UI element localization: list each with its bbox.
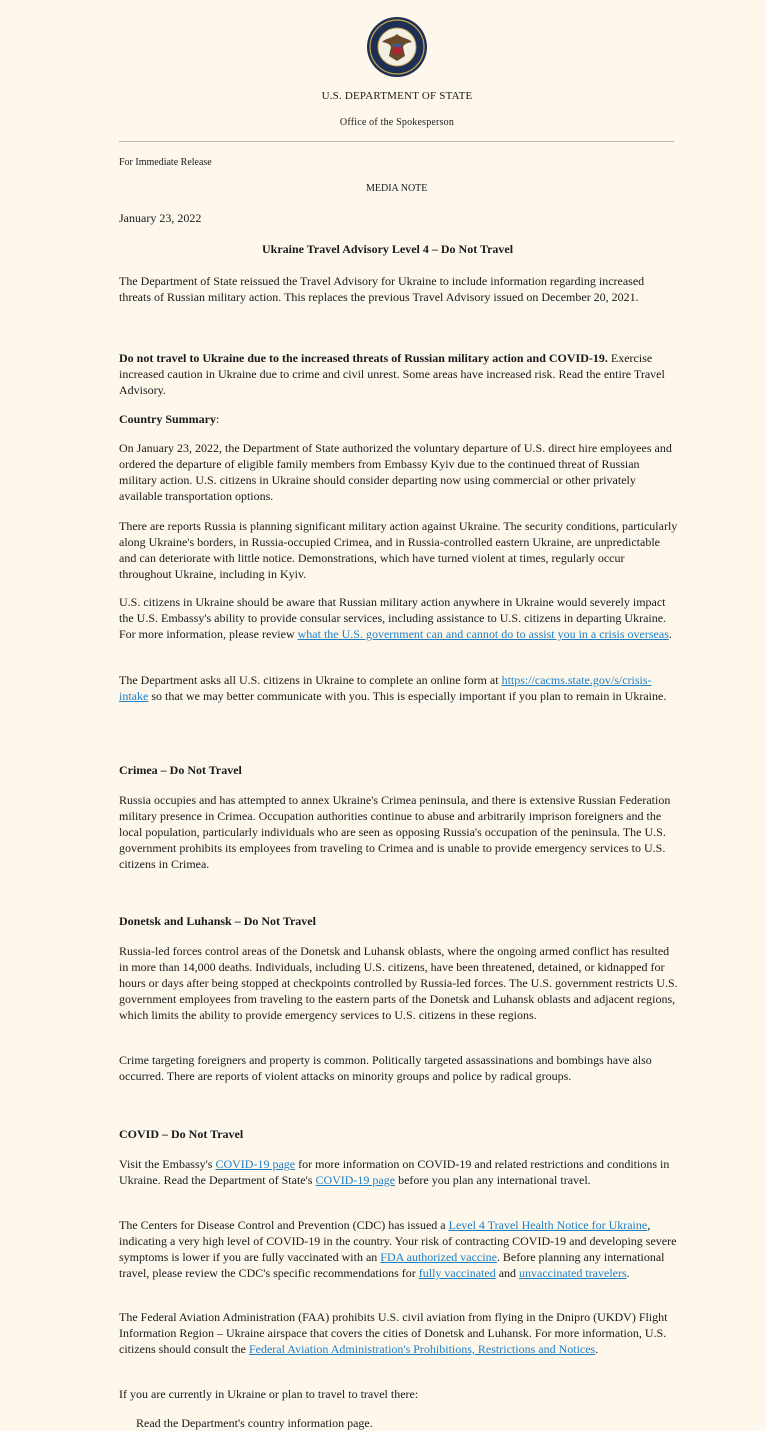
summary-paragraph-4 <box>119 672 679 704</box>
fda-vaccine-link[interactable]: FDA authorized vaccine <box>380 1250 497 1264</box>
donetsk-heading: Donetsk and Luhansk – Do Not Travel <box>119 914 316 928</box>
covid-p2-d: and <box>495 1266 520 1280</box>
covid-bullet-item: Read the Department's country information page. <box>136 1416 373 1430</box>
covid-p2-a: The Centers for Disease Control and Prevention (CDC) has issued a <box>119 1218 449 1232</box>
covid-p1-c: before you plan any international travel. <box>395 1173 591 1187</box>
advisory-title: Ukraine Travel Advisory Level 4 – Do Not Travel <box>262 242 514 256</box>
warning-rest: Exercise increased caution in Ukraine due to crime and civil unrest. Some areas have increased risk. Read the entire Travel Advisory. <box>119 351 665 397</box>
covid-p2-b: , indicating a very high level of COVID-19 in the country. Your risk of contracting COVID-19 and developing severe symptoms is lower if you are fully vaccinated with an <box>119 1218 677 1264</box>
covid-p1-b: for more information on COVID-19 and related restrictions and conditions in Ukraine. Read the Department of State's <box>119 1157 670 1187</box>
warning-paragraph <box>119 350 679 398</box>
warning-bold: Do not travel to Ukraine due to the increased threats of Russian military action and COVID-19. <box>119 351 608 365</box>
intro-paragraph: The Department of State reissued the Travel Advisory for Ukraine to include information regarding increased threats of Russian military action. This replaces the previous Travel Advisory issued on December 20, 2021. <box>119 274 645 304</box>
covid-paragraph-3 <box>119 1309 679 1357</box>
agency-name: U.S. DEPARTMENT OF STATE <box>321 90 473 102</box>
cdc-health-notice-link[interactable]: Level 4 Travel Health Notice for Ukraine <box>448 1218 648 1232</box>
covid-p2-e: . <box>626 1266 630 1280</box>
summary-paragraph-2: There are reports Russia is planning significant military action against Ukraine. The security conditions, particularly along Ukraine's borders, in Russia-occupied Crimea, and in Russia-controlled eastern Ukraine, are unpredictable and can deteriorate with little notice. Demonstrations, which have turned violent at times, regularly occur throughout Ukraine, including in Kyiv. <box>119 519 678 581</box>
covid-paragraph-1 <box>119 1156 679 1188</box>
summary-p3-end: . <box>668 627 672 641</box>
media-note-label: MEDIA NOTE <box>366 183 428 194</box>
country-summary-label: Country Summary <box>119 412 217 426</box>
summary-p3-text: U.S. citizens in Ukraine should be aware that Russian military action anywhere in Ukraine would severely impact the U.S. Embassy's ability to provide consular services, including assistance to U.S. citizens in departing Ukraine. For more information, please review <box>119 595 667 641</box>
covid-p2-c: . Before planning any international travel, please review the CDC's specific recommendations for <box>119 1250 665 1280</box>
crisis-overseas-link[interactable]: what the U.S. government can and cannot do to assist you in a crisis overseas <box>297 627 669 641</box>
release-label: For Immediate Release <box>119 157 212 168</box>
covid-paragraph-4: If you are currently in Ukraine or plan to travel to travel there: <box>119 1387 419 1401</box>
release-date: January 23, 2022 <box>119 211 202 225</box>
covid-heading: COVID – Do Not Travel <box>119 1127 244 1141</box>
office-name: Office of the Spokesperson <box>339 117 455 128</box>
covid-p1-a: Visit the Embassy's <box>119 1157 216 1171</box>
crimea-paragraph: Russia occupies and has attempted to annex Ukraine's Crimea peninsula, and there is extensive Russian Federation military presence in Crimea. Occupation authorities continue to abuse and arbitrarily imprison foreigners and the local population, particularly individuals who are seen as opposing Russia's occupation of the peninsula. The U.S. government prohibits its employees from traveling to Crimea and is unable to provide emergency services to U.S. citizens in Crimea. <box>119 793 671 871</box>
faa-prohibitions-link[interactable]: Federal Aviation Administration's Prohibitions, Restrictions and Notices <box>248 1342 596 1356</box>
donetsk-paragraph-2: Crime targeting foreigners and property is common. Politically targeted assassinations and bombings have also occurred. There are reports of violent attacks on minority groups and police by radical groups. <box>119 1053 652 1083</box>
fully-vaccinated-link[interactable]: fully vaccinated <box>418 1266 496 1280</box>
donetsk-paragraph-1: Russia-led forces control areas of the Donetsk and Luhansk oblasts, where the ongoing armed conflict has resulted in more than 14,000 deaths. Individuals, including U.S. citizens, have been threatened, detained, or kidnapped for hours or days after being stopped at checkpoints controlled by Russia-led forces. The U.S. government restricts U.S. government employees from traveling to the eastern parts of the Donetsk and Luhansk oblasts and adjacent regions, which limits the ability to provide emergency services to U.S. citizens in these regions. <box>119 944 678 1022</box>
state-covid-page-link[interactable]: COVID-19 page <box>315 1173 396 1187</box>
header-divider <box>119 141 674 142</box>
summary-paragraph-3 <box>119 594 679 642</box>
summary-p4-text: The Department asks all U.S. citizens in Ukraine to complete an online form at <box>119 673 502 687</box>
unvaccinated-travelers-link[interactable]: unvaccinated travelers <box>519 1266 627 1280</box>
summary-paragraph-1: On January 23, 2022, the Department of State authorized the voluntary departure of U.S. direct hire employees and ordered the departure of eligible family members from Embassy Kyiv due to the continued threat of Russian military action. U.S. citizens in Ukraine should consider departing now using commercial or other privately available transportation options. <box>119 441 672 503</box>
crisis-intake-link[interactable]: https://cacms.state.gov/s/crisis-intake <box>119 673 652 703</box>
crimea-heading: Crimea – Do Not Travel <box>119 763 242 777</box>
department-of-state-seal-icon <box>366 16 428 78</box>
covid-paragraph-2 <box>119 1217 679 1281</box>
covid-p3-a: The Federal Aviation Administration (FAA) prohibits U.S. civil aviation from flying in the Dnipro (UKDV) Flight Information Region – Ukraine airspace that covers the cities of Donetsk and Luhansk. For more information, U.S. citizens should consult the <box>119 1310 668 1356</box>
embassy-covid-page-link[interactable]: COVID-19 page <box>215 1157 296 1171</box>
covid-p3-b: . <box>595 1342 599 1356</box>
country-summary-colon: : <box>216 412 220 426</box>
country-summary-heading <box>119 412 219 427</box>
summary-p4-end: so that we may better communicate with you. This is especially important if you plan to remain in Ukraine. <box>148 689 667 703</box>
